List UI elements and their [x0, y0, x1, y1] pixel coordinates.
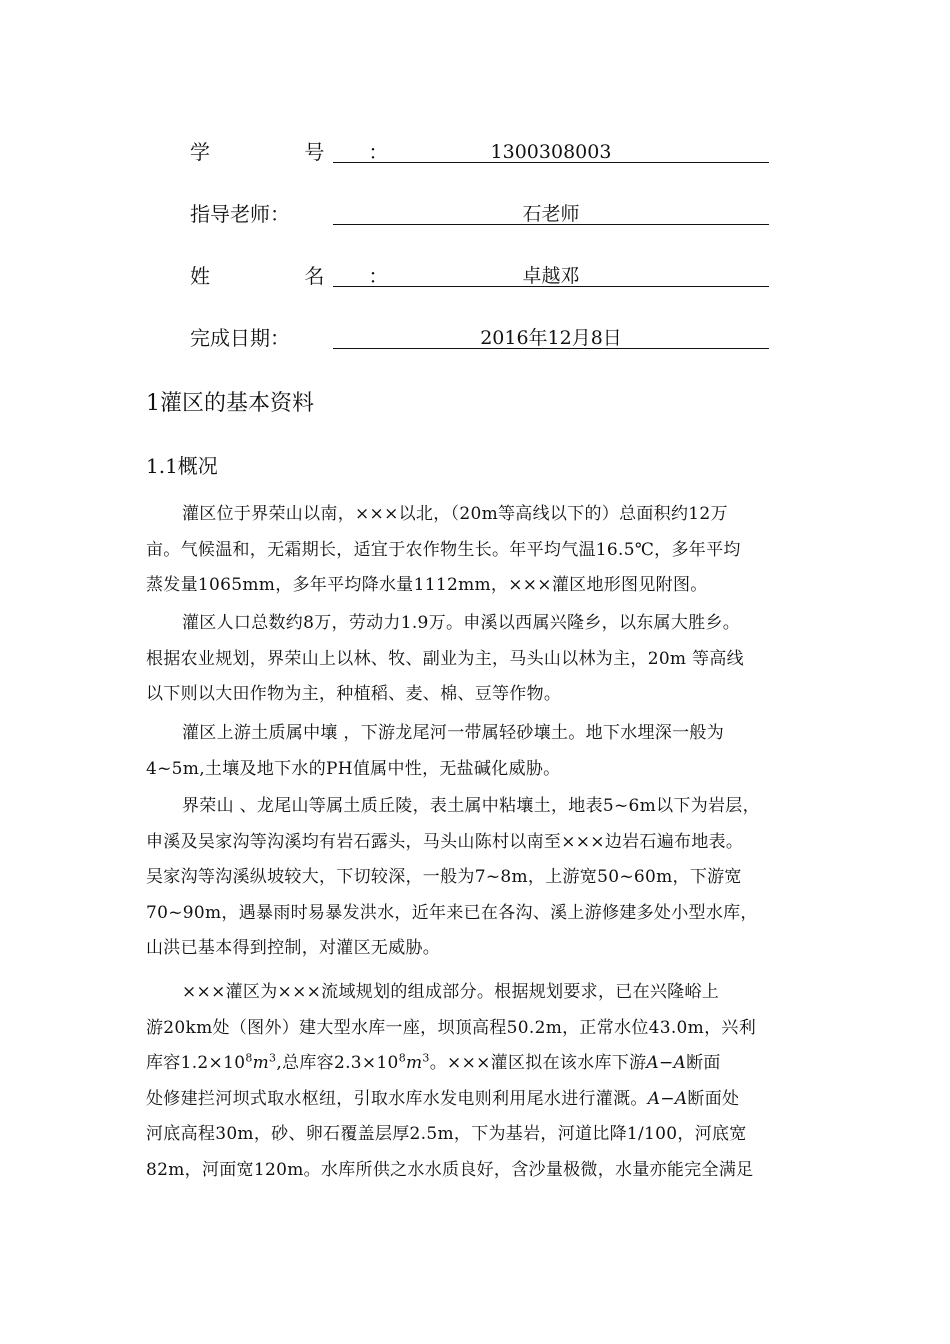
paragraph-line: 山洪已基本得到控制，对灌区无威胁。: [146, 938, 441, 958]
paragraph-line: 亩。气候温和，无霜期长，适宜于农作物生长。年平均气温16.5℃，多年平均: [146, 539, 741, 560]
unit-symbol: m: [406, 1053, 423, 1073]
student-id-label: 学 号：: [190, 140, 433, 164]
paragraph-line: 以下则以大田作物为主，种植稻、麦、棉、豆等作物。: [146, 684, 562, 704]
paragraph-line: 界荣山 、龙尾山等属土质丘陵，表土属中粘壤土，地表5~6m以下为岩层，: [182, 796, 760, 816]
paragraph-line: 4~5m,土壤及地下水的PH值属中性，无盐碱化威胁。: [146, 758, 561, 779]
paragraph-line: 灌区人口总数约8万，劳动力1.9万。申溪以西属兴隆乡，以东属大胜乡。: [182, 613, 741, 633]
exponent: 3: [422, 1051, 430, 1065]
paragraph-population: [146, 606, 808, 713]
paragraph-line: 灌区上游土质属中壤 ，下游龙尾河一带属轻砂壤土。地下水埋深一般为: [182, 723, 725, 743]
paragraph-climate: [146, 497, 808, 604]
paragraph-line-formula: [146, 1046, 808, 1082]
exponent: 8: [398, 1051, 406, 1065]
text-run: 断面处: [687, 1088, 740, 1109]
subsection-heading: 1.1概况: [146, 454, 218, 478]
name-label: 姓 名：: [190, 264, 433, 288]
name-row: [0, 256, 950, 296]
paragraph-line: 吴家沟等沟溪纵坡较大，下切较深，一般为7~8m，上游宽50~60m，下游宽: [146, 867, 742, 887]
exponent: 3: [269, 1051, 277, 1065]
paragraph-line: 灌区位于界荣山以南，×××以北，（20m等高线以下的）总面积约12万: [182, 504, 728, 524]
date-value: 2016年12月8日: [333, 318, 769, 349]
paragraph-geology: [146, 789, 808, 967]
paragraph-line: ×××灌区为×××流域规划的组成部分。根据规划要求，已在兴隆峪上: [182, 982, 720, 1002]
date-label: 完成日期：: [190, 326, 290, 350]
name-value: 卓越邓: [333, 256, 769, 287]
paragraph-line-formula: [146, 1082, 808, 1118]
paragraph-line: 根据农业规划，界荣山上以林、牧、副业为主，马头山以林为主，20m 等高线: [146, 648, 744, 669]
paragraph-line: 蒸发量1065mm，多年平均降水量1112mm，×××灌区地形图见附图。: [146, 575, 708, 595]
text-run: ,总库容2.3×10: [276, 1053, 399, 1073]
text-run: 。×××灌区拟在该水库下游: [429, 1053, 647, 1073]
text-run: 断面: [686, 1053, 721, 1073]
student-id-value: 1300308003: [333, 132, 769, 163]
paragraph-line: 82m，河面宽120m。水库所供之水水质良好，含沙量极微，水量亦能完全满足: [146, 1159, 754, 1180]
advisor-row: [0, 194, 950, 234]
student-id-row: [0, 132, 950, 172]
exponent: 8: [245, 1051, 253, 1065]
section-symbol: A−A: [647, 1088, 688, 1109]
paragraph-line: 70~90m，遇暴雨时易暴发洪水，近年来已在各沟、溪上游修建多处小型水库，: [146, 902, 758, 923]
paragraph-line: 河底高程30m，砂、卵石覆盖层厚2.5m，下为基岩，河道比降1/100，河底宽: [146, 1124, 747, 1144]
text-run: 库容1.2×10: [146, 1053, 246, 1073]
paragraph-line: 游20km处（图外）建大型水库一座，坝顶高程50.2m，正常水位43.0m，兴利: [146, 1017, 756, 1038]
paragraph-reservoir: [146, 975, 808, 1188]
paragraph-soil: [146, 716, 808, 787]
text-run: 处修建拦河坝式取水枢纽，引取水库水发电则利用尾水进行灌溉。: [146, 1088, 648, 1109]
unit-symbol: m: [252, 1053, 270, 1073]
section-heading: 1灌区的基本资料: [146, 391, 314, 416]
advisor-label: 指导老师：: [190, 202, 290, 226]
paragraph-line: 申溪及吴家沟等沟溪均有岩石露头，马头山陈村以南至×××边岩石遍布地表。: [146, 831, 744, 852]
date-row: [0, 318, 950, 358]
section-symbol: A−A: [646, 1053, 687, 1073]
advisor-value: 石老师: [333, 194, 769, 225]
